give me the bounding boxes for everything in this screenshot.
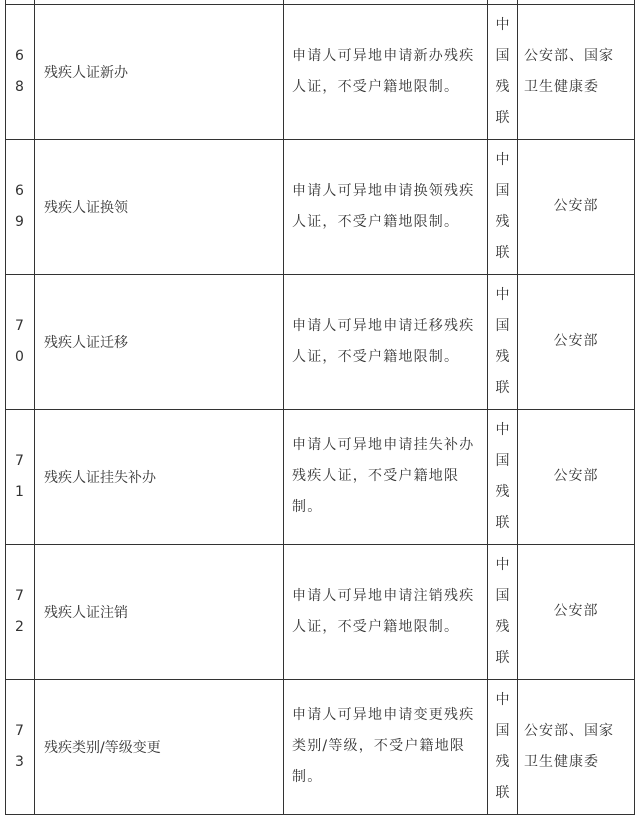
row-number-digits — [15, 446, 24, 508]
row-number-digits — [15, 311, 24, 373]
cooperating-authority: 公安部、国家卫生健康委 — [518, 679, 635, 814]
table-border-left — [5, 0, 6, 815]
item-name: 残疾类别/等级变更 — [35, 679, 284, 814]
row-number-digits — [15, 176, 24, 238]
table-row — [5, 4, 635, 139]
column-divider — [487, 0, 488, 815]
lead-department — [488, 139, 518, 274]
lead-department-char: 残 — [495, 348, 510, 365]
item-description: 申请人可异地申请变更残疾类别/等级，不受户籍地限制。 — [284, 679, 488, 814]
lead-department-char: 中 — [495, 556, 510, 573]
column-divider — [34, 0, 35, 815]
row-number-digit: 2 — [15, 618, 24, 635]
item-description: 申请人可异地申请挂失补办残疾人证，不受户籍地限制。 — [284, 409, 488, 544]
lead-department-char: 联 — [495, 784, 510, 801]
lead-department — [488, 409, 518, 544]
item-description: 申请人可异地申请注销残疾人证，不受户籍地限制。 — [284, 544, 488, 679]
lead-department-chars — [496, 280, 510, 404]
row-number-digit: 1 — [15, 483, 24, 500]
row-number-digits — [15, 716, 24, 778]
row-number-digit: 7 — [15, 317, 24, 334]
row-number-digits — [15, 41, 24, 103]
item-name: 残疾人证挂失补办 — [35, 409, 284, 544]
lead-department-chars — [496, 685, 510, 809]
row-number-digit: 7 — [15, 452, 24, 469]
cooperating-authority: 公安部 — [518, 409, 635, 544]
column-divider — [634, 0, 635, 815]
lead-department-char: 残 — [495, 213, 510, 230]
row-number — [5, 139, 35, 274]
lead-department-char: 国 — [495, 317, 510, 334]
lead-department-char: 国 — [495, 182, 510, 199]
item-description: 申请人可异地申请新办残疾人证，不受户籍地限制。 — [284, 4, 488, 139]
row-number-digit: 8 — [15, 78, 24, 95]
lead-department-char: 中 — [495, 286, 510, 303]
row-number-digit: 6 — [15, 182, 24, 199]
row-number — [5, 544, 35, 679]
lead-department-char: 联 — [495, 109, 510, 126]
lead-department-char: 国 — [495, 47, 510, 64]
item-description: 申请人可异地申请迁移残疾人证，不受户籍地限制。 — [284, 274, 488, 409]
item-description: 申请人可异地申请换领残疾人证，不受户籍地限制。 — [284, 139, 488, 274]
lead-department-chars — [496, 550, 510, 674]
row-number-digit: 0 — [15, 348, 24, 365]
lead-department — [488, 4, 518, 139]
lead-department-chars — [496, 145, 510, 269]
lead-department-char: 中 — [495, 151, 510, 168]
lead-department — [488, 679, 518, 814]
item-name: 残疾人证注销 — [35, 544, 284, 679]
lead-department-char: 联 — [495, 244, 510, 261]
lead-department-char: 联 — [495, 514, 510, 531]
lead-department-char: 国 — [495, 722, 510, 739]
row-number-digit: 9 — [15, 213, 24, 230]
lead-department-char: 残 — [495, 753, 510, 770]
row-number-digit: 7 — [15, 722, 24, 739]
row-number-digit: 3 — [15, 753, 24, 770]
table-row — [5, 544, 635, 679]
lead-department-char: 残 — [495, 78, 510, 95]
lead-department-char: 残 — [495, 618, 510, 635]
row-number-digit: 6 — [15, 47, 24, 64]
table-row — [5, 409, 635, 544]
cooperating-authority: 公安部 — [518, 139, 635, 274]
row-number-digit: 7 — [15, 587, 24, 604]
table-row — [5, 679, 635, 814]
lead-department — [488, 544, 518, 679]
table-row — [5, 274, 635, 409]
row-number — [5, 4, 35, 139]
cooperating-authority: 公安部 — [518, 274, 635, 409]
lead-department-char: 联 — [495, 649, 510, 666]
item-name: 残疾人证换领 — [35, 139, 284, 274]
table-row — [5, 139, 635, 274]
lead-department-char: 国 — [495, 587, 510, 604]
cooperating-authority: 公安部、国家卫生健康委 — [518, 4, 635, 139]
lead-department-char: 中 — [495, 421, 510, 438]
column-divider — [283, 0, 284, 815]
row-number — [5, 274, 35, 409]
lead-department-chars — [496, 415, 510, 539]
row-number — [5, 679, 35, 814]
lead-department-char: 中 — [495, 16, 510, 33]
lead-department-char: 残 — [495, 483, 510, 500]
item-name: 残疾人证新办 — [35, 4, 284, 139]
cooperating-authority: 公安部 — [518, 544, 635, 679]
lead-department — [488, 274, 518, 409]
row-number — [5, 409, 35, 544]
lead-department-char: 国 — [495, 452, 510, 469]
lead-department-char: 中 — [495, 691, 510, 708]
item-name: 残疾人证迁移 — [35, 274, 284, 409]
lead-department-chars — [496, 10, 510, 134]
lead-department-char: 联 — [495, 379, 510, 396]
column-divider — [517, 0, 518, 815]
row-number-digits — [15, 581, 24, 643]
